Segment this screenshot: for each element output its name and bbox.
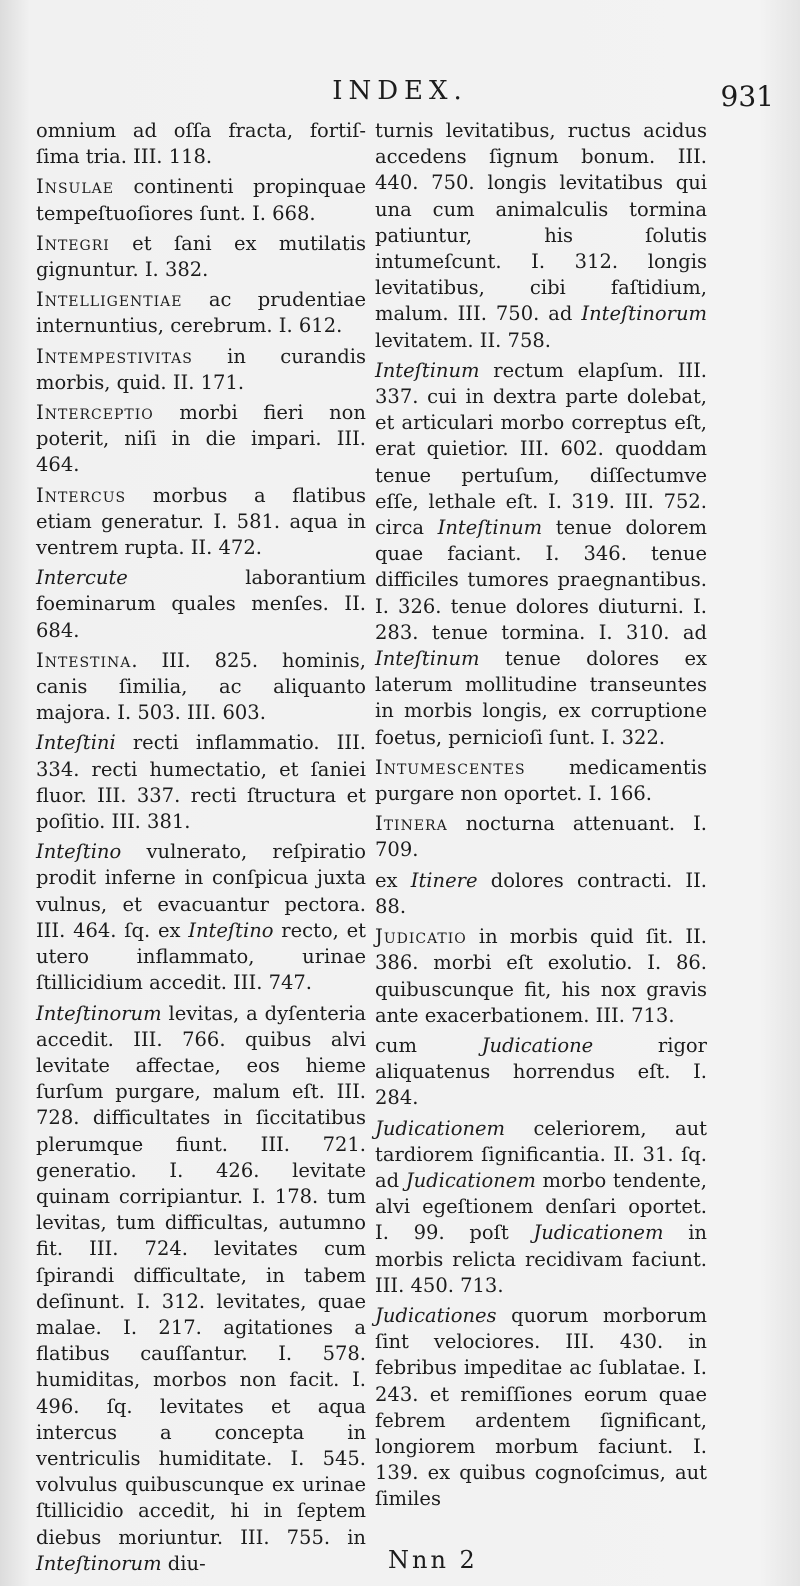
entry-text: turnis levitatibus, ructus acidus accedens ſignum bonum. III. 440. 750. longis levitatibus qui una cum animalculis tormina patiuntur, his ſolutis intumeſcunt. I. 312. longis levitatibus, cibi faſtidium, malum. III. 750. ad (375, 119, 707, 326)
entry-text: in morbis relicta recidivam faciunt. III. 450. 713. (375, 1221, 707, 1297)
entry-text: dolores contracti. II. 88. (375, 868, 707, 918)
entry-italic-term: Judicationem (533, 1221, 664, 1245)
entry-text: morbo tendente, alvi egeſtionem denſari oportet. I. 99. poſt (375, 1168, 707, 1245)
entry-italic-term: Inteſtino (188, 918, 274, 942)
entry-italic-term: Inteſtinum (375, 358, 480, 382)
entry-italic-term: Inteſtinum (375, 647, 480, 671)
entry-italic-term: Inteſtinum (437, 516, 543, 540)
entry-italic-term: Itinere (410, 868, 478, 892)
index-entry (36, 648, 366, 727)
entry-text: celeriorem, aut tardiorem ſignificantia. II. 31. ſq. ad (375, 1116, 707, 1192)
entry-text: nocturna attenuant. I. 709. (375, 812, 707, 862)
index-entry (36, 483, 366, 562)
index-entry (36, 730, 366, 835)
index-entry (375, 1303, 707, 1513)
entry-text: et ſani ex mutilatis gignuntur. I. 382. (36, 231, 366, 282)
index-entry (36, 1001, 366, 1577)
index-entry (375, 868, 707, 920)
entry-text: recti inflammatio. III. 334. recti humectatio, et ſaniei fluor. III. 337. recti ſtructura et poſitio. III. 381. (36, 731, 366, 834)
entry-text: levitas, a dyſenteria accedit. III. 766. quibus alvi levitate affectae, eos hieme ſurſum purgare, malum eſt. III. 728. difficultates in ſiccitatibus plerumque fiunt. III. 721. generatio. I. 426. levitate quinam corripiantur. I. 178. tum levitas, tum difficultas, autumno fit. III. 724. levitates cum ſpirandi difficultate, in tabem deſinunt. I. 312. levitates, quae malae. I. 217. agitationes a flatibus cauſſantur. I. 578. humiditas, morbos non facit. I. 496. ſq. levitates et aqua intercus a concepta in ventriculis humiditate. I. 545. volvulus quibuscunque ex urinae ſtillicidio accedit, hi in ſeptem diebus moriuntur. III. 755. in (36, 1001, 366, 1549)
index-entry (36, 400, 366, 479)
entry-italic-term: Inteſtini (36, 731, 116, 755)
entry-text: continenti propinquae tempeſtuoſiores ſunt. I. 668. (36, 175, 366, 225)
entry-italic-term: Judicationem (405, 1168, 536, 1192)
index-entry (36, 565, 366, 644)
entry-text: in curandis morbis, quid. II. 171. (36, 344, 366, 394)
index-entry (36, 839, 366, 996)
entry-text: tenue dolores ex laterum mollitudine transeuntes in morbis longis, ex corruptione foetus, pernicioſi ſunt. I. 322. (375, 647, 707, 749)
entry-text: morbus a flatibus etiam generatur. I. 581. aqua in ventrem rupta. II. 472. (36, 483, 366, 560)
index-entry (36, 287, 366, 339)
entry-italic-term: Judicationes (375, 1303, 497, 1327)
entry-text: cum (375, 1033, 482, 1057)
entry-italic-term: Intercute (36, 566, 128, 590)
entry-headword: Intelligentiae (36, 288, 183, 312)
entry-headword: Intercus (36, 483, 127, 507)
entry-headword: Intempestivitas (36, 344, 193, 368)
entry-headword: Judicatio (375, 925, 467, 949)
entry-text: rigor aliquatenus horrendus eſt. I. 284. (375, 1033, 707, 1110)
entry-headword: Interceptio (36, 401, 154, 425)
index-entry (375, 1116, 707, 1299)
entry-italic-term: Judicationem (375, 1116, 506, 1140)
index-entry (375, 811, 707, 863)
index-entry (375, 755, 707, 807)
index-entry (375, 924, 707, 1029)
entry-italic-term: Inteſtinorum (36, 1551, 162, 1575)
entry-headword: Integri (36, 231, 110, 255)
entry-text: ac prudentiae internuntius, cerebrum. I. 612. (36, 288, 366, 338)
entry-text: rectum elapſum. III. 337. cui in dextra parte dolebat, et articulari morbo correptus eſt, erat quietior. III. 602. quoddam tenue pertuſum, diſſectumve eſſe, lethale eſt. I. 319. III. 752. circa (375, 358, 707, 540)
signature-mark: Nnn 2 (388, 1546, 478, 1574)
index-entry (36, 344, 366, 396)
index-entry (375, 118, 707, 354)
index-entry (36, 174, 366, 226)
entry-text: quorum morborum ſint velociores. III. 430. in febribus impeditae ac ſublatae. I. 243. et remiſſiones eorum quae febrem ardentem ſignificant, longiorem morbum faciunt. I. 139. ex quibus cognoſcimus, aut ſimiles (375, 1303, 707, 1511)
entry-headword: Intumescentes (375, 755, 526, 779)
entry-text: ex (375, 868, 411, 892)
page-number: 931 (720, 80, 774, 113)
entry-text: laborantium foeminarum quales menſes. II. 684. (36, 566, 366, 642)
index-entry (375, 358, 707, 751)
entry-text: recto, et utero inflammato, urinae ſtillicidium accedit. III. 747. (36, 918, 366, 995)
index-entry (375, 1033, 707, 1112)
entry-text: levitatem. II. 758. (375, 328, 551, 352)
running-head: INDEX. (332, 76, 468, 106)
entry-text: morbi fieri non poterit, niſi in die impari. III. 464. (36, 401, 366, 477)
entry-italic-term: Inteſtino (36, 840, 122, 864)
entry-headword: Intestina (36, 648, 132, 672)
index-entry (36, 231, 366, 283)
entry-italic-term: Judicatione (481, 1033, 594, 1057)
entry-headword: Insulae (36, 175, 114, 199)
entry-italic-term: Inteſtinorum (36, 1001, 162, 1025)
entry-headword: Itinera (375, 812, 448, 836)
entry-text: omnium ad oſſa fracta, fortiſ-ſima tria. III. 118. (36, 119, 366, 169)
entry-text: tenue dolorem quae faciant. I. 346. tenue difficiles tumores praegnantibus. I. 326. tenue dolores diuturni. I. 283. tenue tormina. I. 310. ad (375, 516, 707, 644)
entry-text: in morbis quid ſit. II. 386. morbi eſt exolutio. I. 86. quibuscunque fit, his nox gravis ante exacerbationem. III. 713. (375, 925, 707, 1027)
entry-italic-term: Inteſtinorum (581, 302, 707, 326)
right-column (375, 118, 707, 1517)
left-column (36, 118, 366, 1581)
entry-text: diu- (161, 1551, 206, 1575)
entry-text: medicamentis purgare non oportet. I. 166. (375, 755, 707, 806)
entry-text: . III. 825. hominis, canis ſimilia, ac aliquanto majora. I. 503. III. 603. (36, 648, 366, 725)
index-entry (36, 118, 366, 170)
entry-text: vulnerato, reſpiratio prodit inferne in conſpicua juxta vulnus, et evacuantur pectora. III. 464. ſq. ex (36, 840, 366, 942)
